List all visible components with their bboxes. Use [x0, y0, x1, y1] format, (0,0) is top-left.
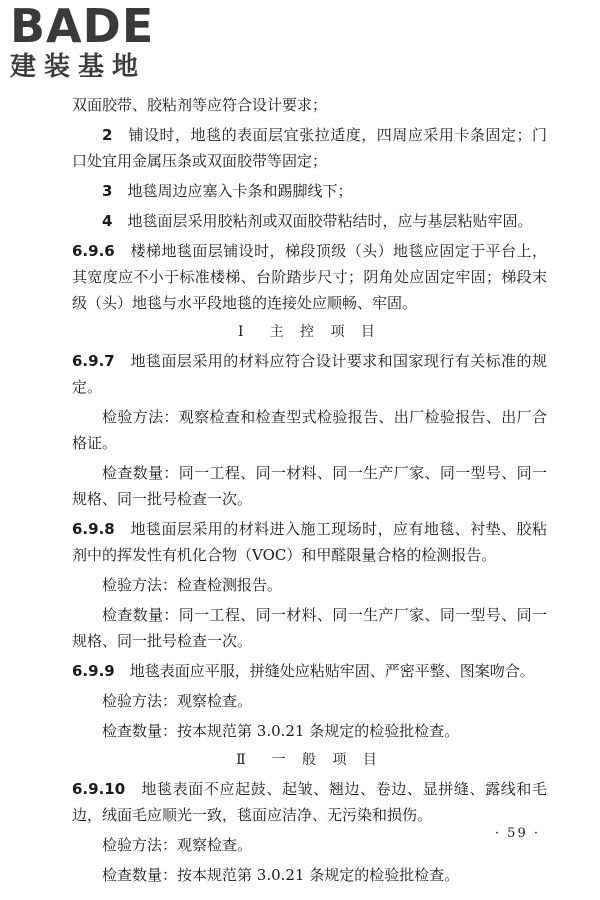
clause-6-9-8: [72, 516, 547, 568]
list-item-3: [72, 178, 547, 204]
clause-number: 6.9.9: [72, 662, 115, 680]
inspection-method: [72, 572, 547, 598]
clause-number: 6.9.8: [72, 520, 115, 538]
clause-6-9-9: [72, 658, 547, 684]
list-item-2: [72, 122, 547, 174]
clause-6-9-6: [72, 238, 547, 316]
paragraph-text: 检验方法：观察检查和检查型式检验报告、出厂检验报告、出厂合格证。: [72, 408, 547, 452]
bade-logo: [10, 2, 180, 82]
inspection-method: [72, 832, 547, 858]
clause-text: 楼梯地毯面层铺设时，梯段顶级（头）地毯应固定于平台上，其宽度应不小于标准楼梯、台阶踏步尺寸；阴角处应固定牢固；梯段末级（头）地毯与水平段地毯的连接处应顺畅、牢固。: [72, 242, 547, 312]
inspection-quantity: [72, 862, 547, 888]
paragraph-continuation: [72, 92, 547, 118]
paragraph-text: 检验方法：检查检测报告。: [102, 576, 283, 594]
clause-text: 地毯面层采用的材料应符合设计要求和国家现行有关标准的规定。: [72, 352, 547, 396]
inspection-method: [72, 688, 547, 714]
paragraph-text: 地毯面层采用胶粘剂或双面胶带粘结时，应与基层粘贴牢固。: [127, 212, 533, 230]
page-number: · 59 ·: [494, 826, 540, 841]
logo-chinese-text: 建装基地: [10, 52, 147, 82]
list-item-4: [72, 208, 547, 234]
item-number: 3: [102, 182, 113, 200]
paragraph-text: 检查数量：按本规范第 3.0.21 条规定的检验批检查。: [102, 722, 460, 740]
clause-text: 地毯表面不应起鼓、起皱、翘边、卷边、显拼缝、露线和毛边，绒面毛应顺光一致，毯面应洁净、无污染和损伤。: [72, 780, 547, 824]
clause-6-9-7: [72, 348, 547, 400]
item-number: 2: [102, 126, 113, 144]
item-number: 4: [102, 212, 113, 230]
paragraph-text: 检查数量：同一工程、同一材料、同一生产厂家、同一型号、同一规格、同一批号检查一次。: [72, 606, 547, 650]
paragraph-text: 铺设时，地毯的表面层宜张拉适度，四周应采用卡条固定；门口处宜用金属压条或双面胶带等固定；: [72, 126, 547, 170]
inspection-method: [72, 404, 547, 456]
paragraph-text: 检验方法：观察检查。: [102, 836, 253, 854]
clause-text: 地毯表面应平服，拼缝处应粘贴牢固、严密平整、图案吻合。: [129, 662, 535, 680]
paragraph-text: 双面胶带、胶粘剂等应符合设计要求；: [72, 96, 328, 114]
inspection-quantity: [72, 602, 547, 654]
clause-number: 6.9.6: [72, 242, 115, 260]
paragraph-text: 检查数量：同一工程、同一材料、同一生产厂家、同一型号、同一规格、同一批号检查一次。: [72, 464, 547, 508]
clause-6-9-10: [72, 776, 547, 828]
paragraph-text: 检查数量：按本规范第 3.0.21 条规定的检验批检查。: [102, 866, 460, 884]
section-heading-main-control: Ⅰ 主 控 项 目: [238, 324, 381, 340]
paragraph-text: 检验方法：观察检查。: [102, 692, 253, 710]
clause-text: 地毯面层采用的材料进入施工现场时，应有地毯、衬垫、胶粘剂中的挥发性有机化合物（VOC）和甲醛限量合格的检测报告。: [72, 520, 547, 564]
logo-latin-text: BADE: [10, 0, 155, 53]
inspection-quantity: [72, 718, 547, 744]
clause-number: 6.9.7: [72, 352, 115, 370]
clause-number: 6.9.10: [72, 780, 126, 798]
section-heading-general: Ⅱ 一 般 项 目: [236, 752, 383, 768]
paragraph-text: 地毯周边应塞入卡条和踢脚线下；: [127, 182, 353, 200]
page-body: [72, 92, 547, 892]
inspection-quantity: [72, 460, 547, 512]
